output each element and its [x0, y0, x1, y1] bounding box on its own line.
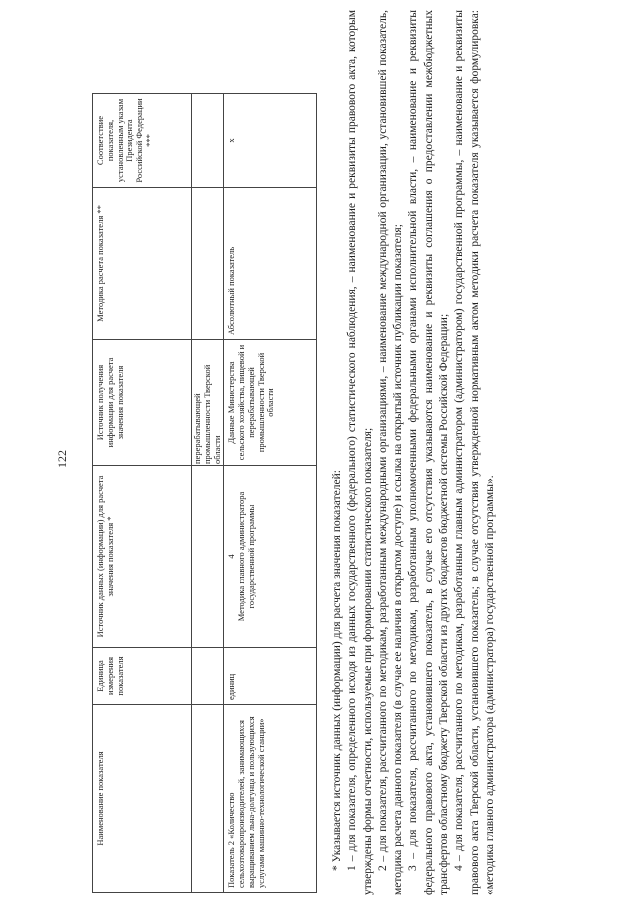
table-row: [192, 94, 224, 893]
footnote-title: * Указывается источник данных (информации) для расчета значения показателей:: [331, 470, 343, 871]
header-cell: Единица измерения показателя: [93, 648, 192, 705]
page-number: 122: [55, 450, 69, 468]
table-cell: x: [224, 94, 317, 188]
table-cell: перерабатывающей промышленности Тверской области: [192, 340, 224, 466]
footnote-item: 4 – для показателя, рассчитанного по методикам, разработанным главным администратором (администратором) государственной программы, – наименование и реквизиты правового акта Тверской области, установившего показатель; в случае отсутствия утвержденной нормативным актом методики расчета показателя указывается формулировка: «методика главного администратора (администратора) государственной программы».: [453, 10, 496, 895]
footnote-item: 2 – для показателя, рассчитанного по методикам, разработанным международными организациями, – наименование международной организации, установившей показатель, методика расчета данного показателя (в случае ее наличия в открытом доступе) и ссылка на открытый источник публикации показателя;: [376, 10, 405, 895]
footnote-item: 1 – для показателя, определенного исходя из данных государственного (федерального) статистического наблюдения, – наименование и реквизиты правового акта, которым утверждены формы отчетности, используемые при формировании статистического показателя;: [346, 10, 374, 895]
table-cell: Показатель 2 «Количество сельхозтоваропроизводителей, занимающихся выращиванием льна-долгунца и пользующихся услугами машинно-технологической станции»: [224, 705, 317, 893]
indicator-table: [92, 93, 317, 893]
table-row: [224, 94, 317, 893]
header-cell: Источник получения информации для расчета значения показателя: [93, 340, 192, 466]
table-cell: [192, 705, 224, 893]
table-header-row: [93, 94, 192, 893]
table-cell: [224, 466, 317, 648]
table-cell: [192, 188, 224, 340]
header-cell: Наименование показателя: [93, 705, 192, 893]
cell-text: Методика главного администратора государственной программы: [236, 491, 256, 622]
header-cell: Источник данных (информации) для расчета значения показателя *: [93, 466, 192, 648]
table-cell: Данные Министерства сельского хозяйства, пищевой и перерабатывающей промышленности Тверской области: [224, 340, 317, 466]
table-cell: единиц: [224, 648, 317, 705]
table-cell: Абсолютный показатель: [224, 188, 317, 340]
table-cell: [192, 648, 224, 705]
column-number: 4: [226, 554, 237, 559]
header-cell: Методика расчета показателя **: [93, 188, 192, 340]
footnotes: [330, 10, 498, 895]
table-cell: [192, 94, 224, 188]
header-cell: Соответствие показателя, установленным указам Президента Российской Федерации ***: [93, 94, 192, 188]
footnote-item: 3 – для показателя, рассчитанного по методикам, разработанным уполномоченными федеральными органами исполнительной власти, – наименование и реквизиты федерального правового акта, установившего показатель, в случае его отсутствия указываются наименование и реквизиты соглашения о предоставлении межбюджетных трансфертов областному бюджету Тверской области из других бюджетов бюджетной системы Российской Федерации;: [407, 10, 451, 895]
table-cell: [192, 466, 224, 648]
